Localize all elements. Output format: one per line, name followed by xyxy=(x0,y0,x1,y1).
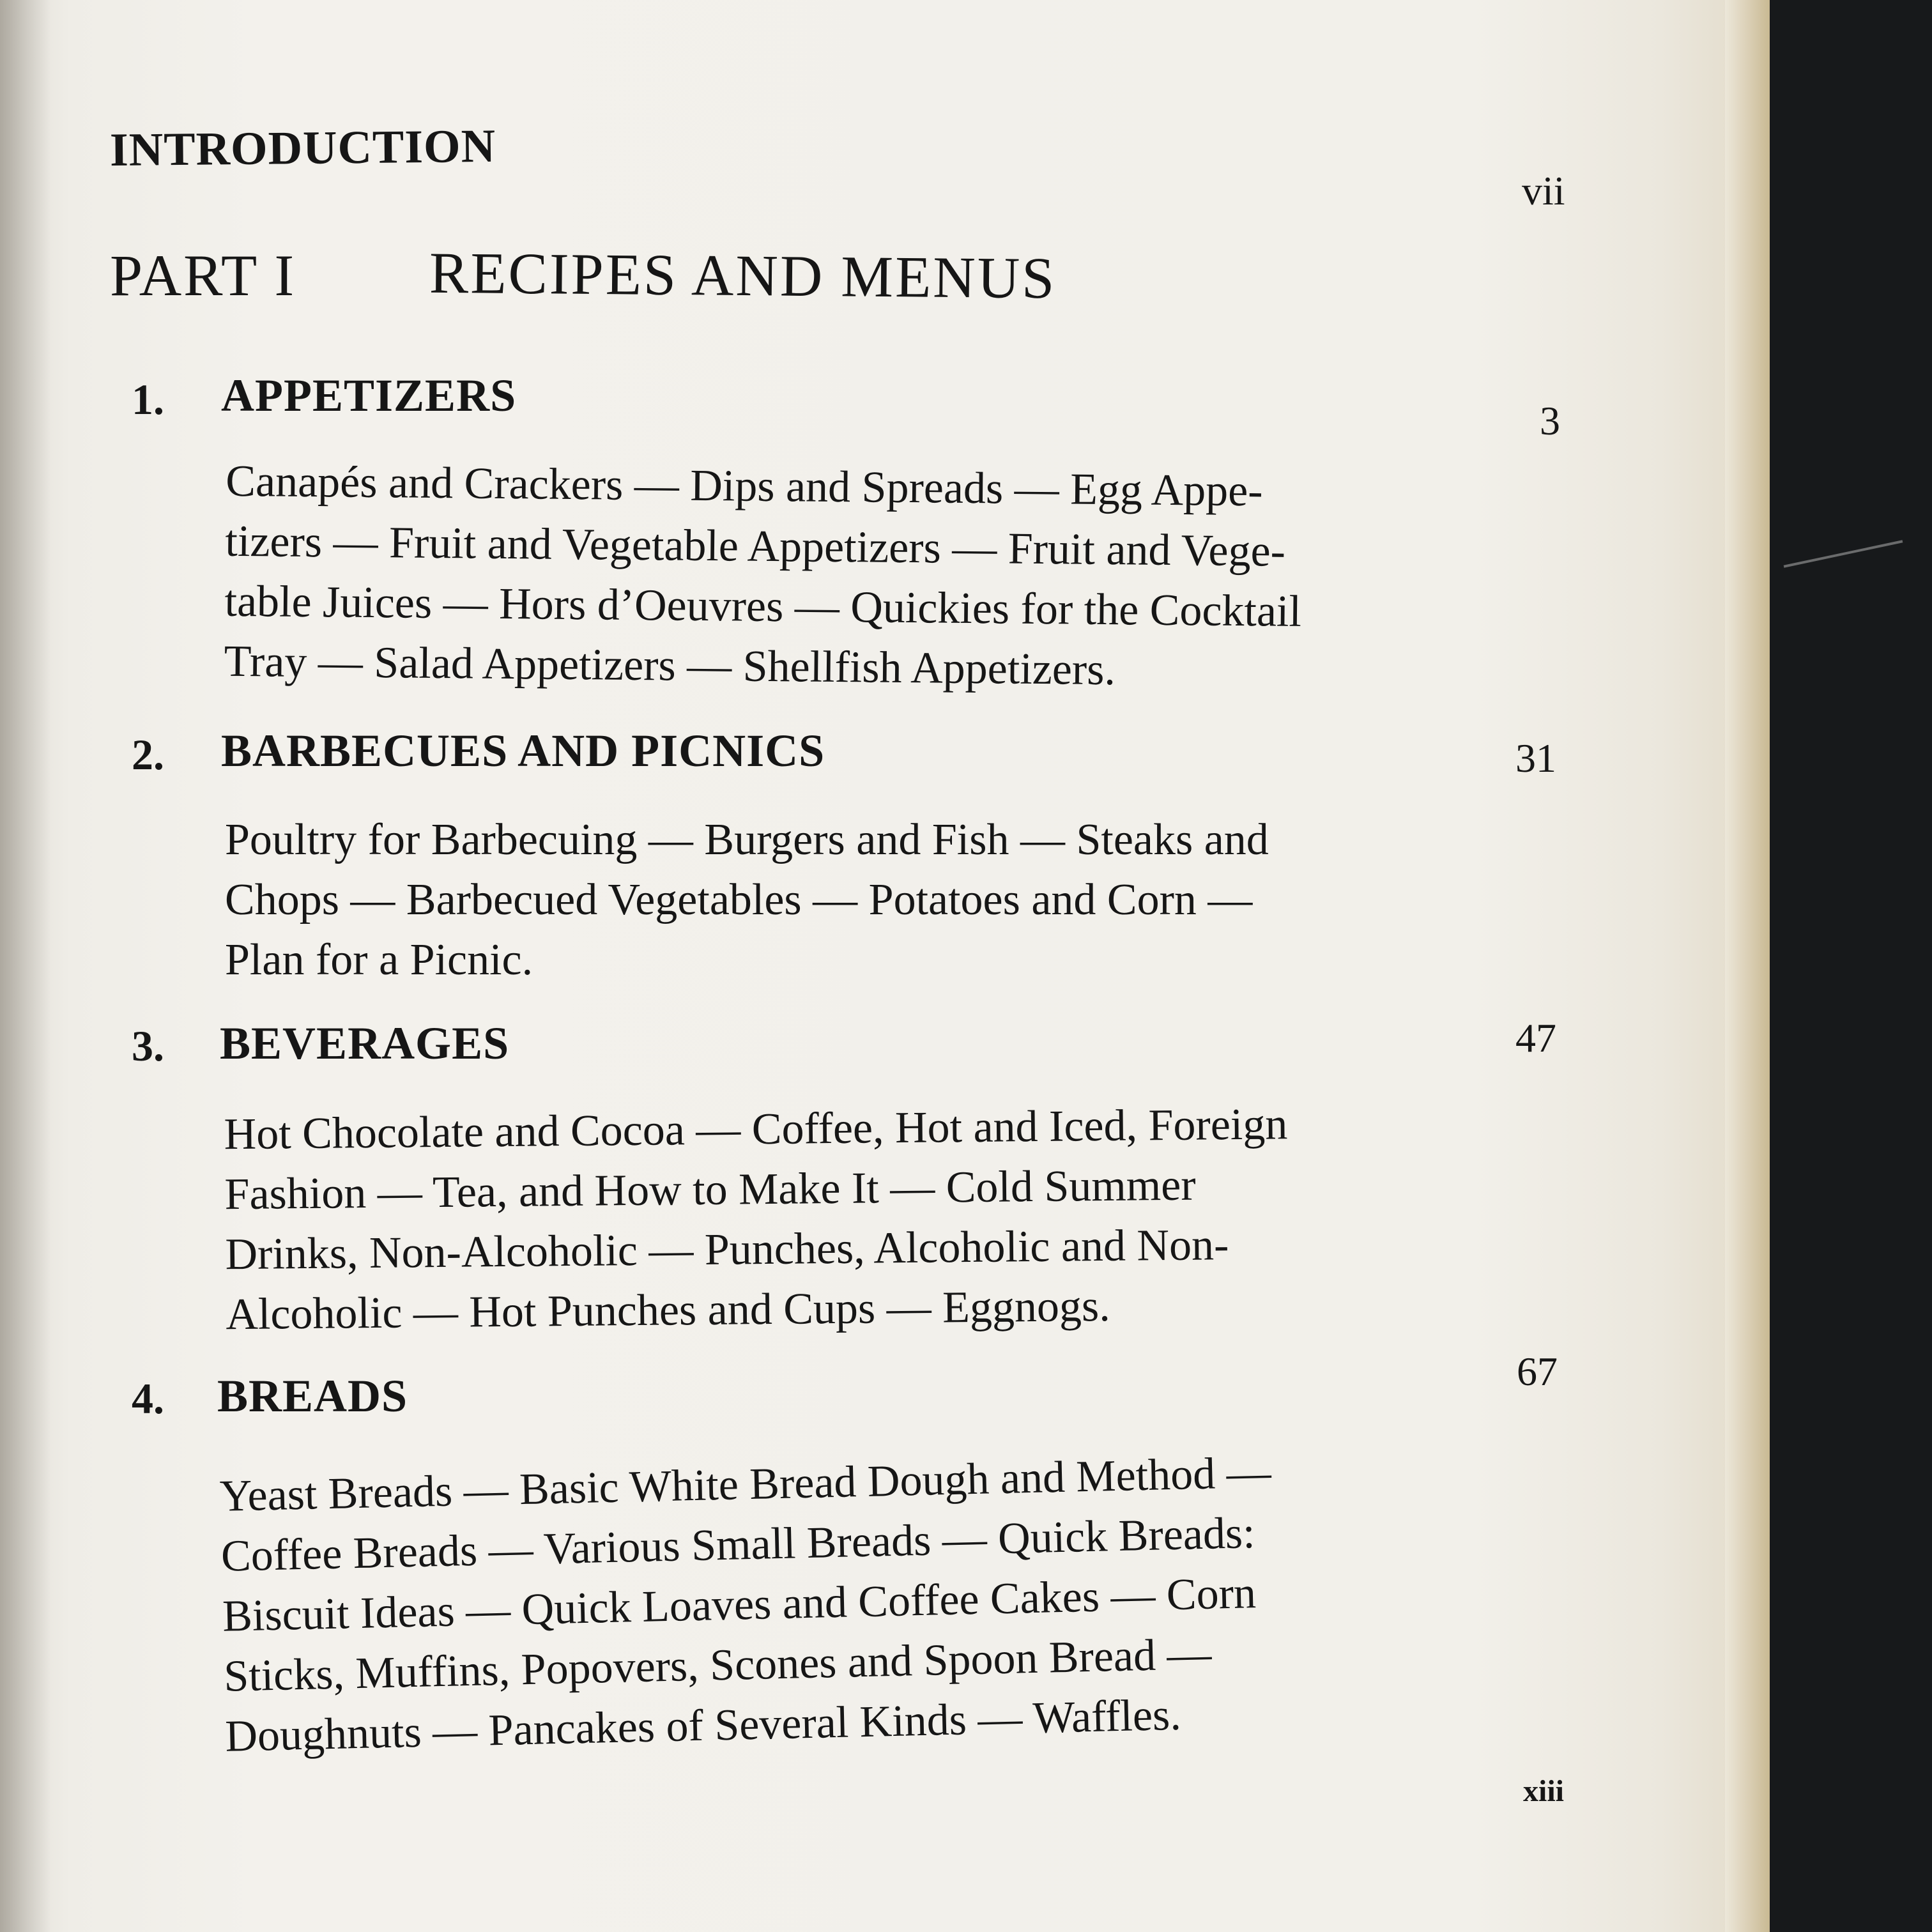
introduction-page-number: vii xyxy=(1522,168,1565,213)
chapter-1-line-3: table Juices — Hors d’Oeuvres — Quickies for the Cocktail xyxy=(224,576,1302,636)
chapter-2-title: BARBECUES AND PICNICS xyxy=(221,725,825,776)
folio-page-number: xiii xyxy=(1523,1774,1565,1808)
chapter-2-line-1: Poultry for Barbecuing — Burgers and Fish — Steaks and xyxy=(225,815,1269,864)
chapter-2-line-3: Plan for a Picnic. xyxy=(225,935,533,985)
part-label: PART I xyxy=(110,243,296,308)
page-edge xyxy=(1725,0,1770,1932)
chapter-4-line-1: Yeast Breads — Basic White Bread Dough and Method — xyxy=(219,1448,1272,1521)
chapter-2-number: 2. xyxy=(132,730,164,779)
chapter-4-title: BREADS xyxy=(217,1370,408,1422)
chapter-4-number: 4. xyxy=(132,1374,164,1423)
chapter-3-page-number: 47 xyxy=(1515,1015,1556,1061)
chapter-4-line-2: Coffee Breads — Various Small Breads — Quick Breads: xyxy=(220,1508,1256,1581)
chapter-3-number: 3. xyxy=(132,1022,164,1070)
chapter-3-line-4: Alcoholic — Hot Punches and Cups — Eggnogs. xyxy=(226,1281,1111,1340)
chapter-1-number: 1. xyxy=(132,375,164,424)
chapter-2-description xyxy=(225,810,1452,990)
chapter-1-description xyxy=(224,452,1453,703)
chapter-1-title: APPETIZERS xyxy=(221,370,517,421)
chapter-4-line-5: Doughnuts — Pancakes of Several Kinds — Waffles. xyxy=(224,1690,1182,1761)
chapter-1-page-number: 3 xyxy=(1540,398,1560,443)
chapter-3-description xyxy=(224,1093,1453,1345)
gutter-shadow xyxy=(0,0,51,1932)
chapter-1-line-2: tizers — Fruit and Vegetable Appetizers — Fruit and Vege- xyxy=(225,516,1286,576)
chapter-1-line-4: Tray — Salad Appetizers — Shellfish Appetizers. xyxy=(224,636,1116,695)
chapter-3-title: BEVERAGES xyxy=(220,1018,510,1069)
part-title: RECIPES AND MENUS xyxy=(429,240,1057,311)
chapter-4-line-4: Sticks, Muffins, Popovers, Scones and Spoon Bread — xyxy=(223,1629,1213,1701)
introduction-heading: INTRODUCTION xyxy=(109,119,496,177)
chapter-3-line-3: Drinks, Non-Alcoholic — Punches, Alcoholic and Non- xyxy=(225,1220,1229,1280)
chapter-4-page-number: 67 xyxy=(1517,1349,1558,1394)
chapter-4-line-3: Biscuit Ideas — Quick Loaves and Coffee Cakes — Corn xyxy=(222,1568,1257,1641)
chapter-2-page-number: 31 xyxy=(1515,735,1556,781)
chapter-4-description xyxy=(219,1439,1452,1767)
chapter-1-line-1: Canapés and Crackers — Dips and Spreads — Egg Appe- xyxy=(226,456,1263,516)
dust-fiber xyxy=(1784,540,1903,567)
chapter-3-line-1: Hot Chocolate and Cocoa — Coffee, Hot and Iced, Foreign xyxy=(224,1100,1288,1160)
chapter-3-line-2: Fashion — Tea, and How to Make It — Cold Summer xyxy=(224,1160,1196,1220)
chapter-2-line-2: Chops — Barbecued Vegetables — Potatoes and Corn — xyxy=(225,875,1253,924)
